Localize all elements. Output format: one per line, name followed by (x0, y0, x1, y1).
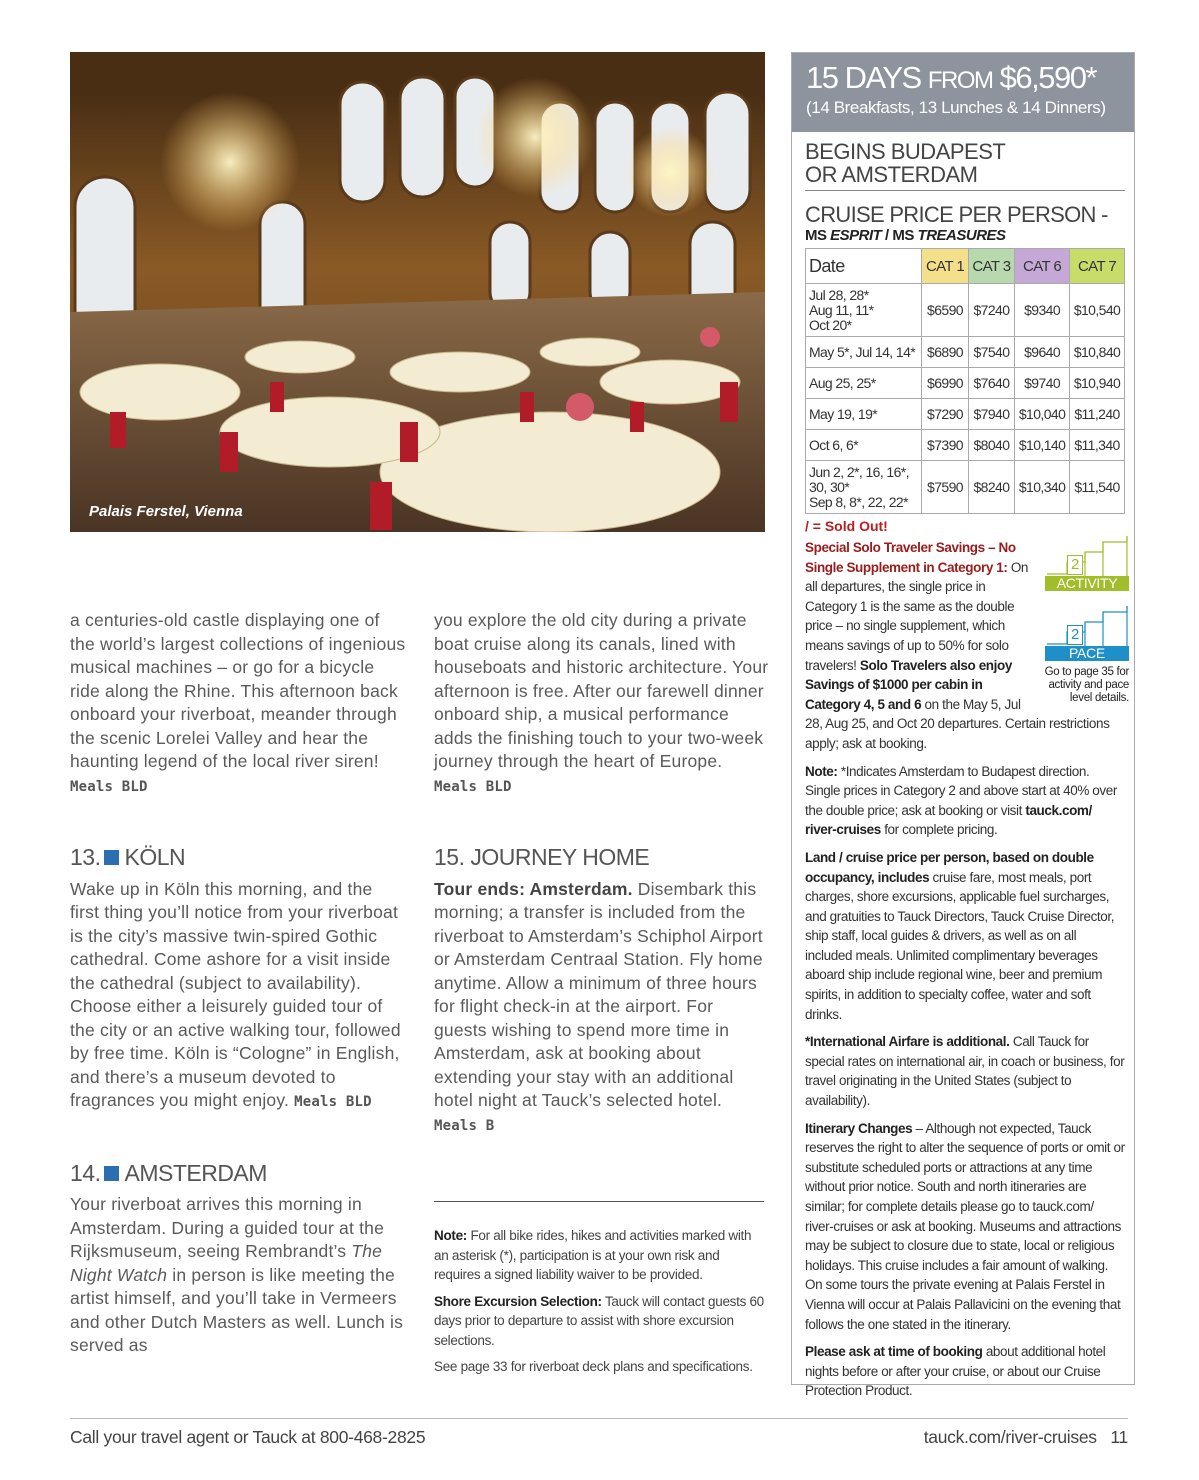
footer-site (924, 1427, 1128, 1448)
itinerary-changes-note (805, 1119, 1125, 1335)
departure-date: Oct 20* (809, 316, 852, 333)
price-cell: $10,040 (1015, 399, 1070, 430)
blue-square-icon (104, 1166, 119, 1181)
inclusions-text: cruise fare, most meals, port charges, shore excursions, applicable fuel surcharges, and gratuities to Tauck Directors, Tauck Cruise Director, ship staff, local guides & drivers, as well as on all included meals. Unlimited complimentary beverages aboard ship include regional wine, beer and premium spirits, in addition to specialty coffee, water and soft drinks. (805, 869, 1115, 1022)
airfare-note (805, 1032, 1125, 1110)
shore-text: Tauck will contact guests 60 days prior to departure to assist with shore excursion selections. (434, 1293, 764, 1348)
price-cell: $7640 (968, 368, 1014, 399)
departure-date: Jul 28, 28* (809, 286, 869, 303)
cruise-price-heading: CRUISE PRICE PER PERSON - (805, 202, 1108, 227)
itinerary-column-left (70, 609, 406, 1358)
price-cell: $9640 (1015, 337, 1070, 368)
day14-title: AMSTERDAM (124, 1159, 267, 1186)
shore-excursion-note (434, 1292, 764, 1351)
price-cell: $6590 (922, 284, 968, 337)
price-banner (792, 53, 1134, 132)
ship-name-2: TREASURES (917, 227, 1006, 244)
departure-date: Aug 11, 11* (809, 301, 874, 318)
day14-body-a: Your riverboat arrives this morning in Amsterdam. During a guided tour at the Rijksmuseum, seeing Rembrandt’s (70, 1194, 385, 1261)
price-cell: $7540 (968, 337, 1014, 368)
pace-level-number: 2 (1067, 625, 1083, 645)
solo-heading: Special Solo Traveler Savings – No Single Supplement in Category 1: (805, 540, 1016, 575)
price-cell: $8240 (968, 461, 1014, 514)
departure-dates (806, 399, 922, 430)
day15-number: 15. (434, 844, 465, 870)
day14-heading (70, 1159, 406, 1186)
price-row (806, 430, 1125, 461)
note-label: Note: (805, 763, 838, 779)
shore-label: Shore Excursion Selection: (434, 1293, 602, 1309)
solo-bold: Solo Travelers also enjoy Savings of $1000 per cabin in Category 4, 5 and 6 (805, 657, 1012, 712)
ballroom-photo (70, 52, 765, 532)
pace-label: PACE (1045, 646, 1129, 661)
day14-text (70, 1193, 406, 1358)
price-cell: $7390 (922, 430, 968, 461)
departure-date: Oct 6, 6* (809, 436, 859, 453)
day15-text (434, 878, 770, 1139)
solo-tail: on the May 5, Jul 28, Aug 25, and Oct 20 departures. Certain restrictions apply; ask at booking. (805, 696, 1110, 751)
ballroom-illustration (70, 52, 765, 532)
price-row (806, 461, 1125, 514)
pricing-sidebar (791, 52, 1135, 1399)
price-cell: $7290 (922, 399, 968, 430)
day15-title: JOURNEY HOME (470, 844, 650, 870)
col-cat7: CAT 7 (1070, 249, 1125, 284)
itinerary-changes-heading: Itinerary Changes (805, 1120, 913, 1136)
day13-title: KÖLN (124, 844, 186, 870)
level-indicators (1037, 534, 1129, 705)
footer-rule (70, 1418, 1128, 1419)
ship-names (805, 227, 1125, 244)
day14-continued-body: you explore the old city during a private boat cruise along its canals, lined with houseboats and historic architecture. Your afternoon is free. After our farewell dinner onboard ship, a musical performance adds the finishing touch to your two-week journey through the heart of Europe. (434, 610, 769, 771)
ship-name-1: ESPRIT (830, 227, 882, 244)
day12-continued-text (70, 609, 406, 799)
booking-heading: Please ask at time of booking (805, 1344, 983, 1360)
begins-location (805, 132, 1125, 191)
col-cat3: CAT 3 (968, 249, 1014, 284)
price-cell: $7940 (968, 399, 1014, 430)
begins-line-2: OR AMSTERDAM (805, 162, 978, 187)
day13-text (70, 878, 406, 1115)
direction-note (805, 762, 1125, 840)
meals-summary: (14 Breakfasts, 13 Lunches & 14 Dinners) (806, 98, 1106, 117)
price-cell: $9340 (1015, 284, 1070, 337)
ship-separator: / MS (881, 227, 918, 244)
departure-date: Sep 8, 8*, 22, 22* (809, 493, 908, 510)
airfare-text: Call Tauck for special rates on international air, in coach or business, for travel originating in the United States (subject to availability). (805, 1034, 1125, 1109)
meals-label: Meals B (434, 1117, 495, 1134)
begins-line-1: BEGINS BUDAPEST (805, 139, 1006, 164)
day14-continued-text (434, 609, 770, 799)
price-row (806, 337, 1125, 368)
activity-label: ACTIVITY (1045, 576, 1129, 591)
airfare-heading: *International Airfare is additional. (805, 1034, 1010, 1050)
footer-url[interactable]: tauck.com/river-cruises (923, 1427, 1097, 1447)
price-cell: $10,940 (1070, 368, 1125, 399)
pricing-link[interactable]: tauck.com/ river-cruises (805, 802, 1092, 838)
departure-dates (806, 284, 922, 337)
liability-note (434, 1226, 764, 1285)
deck-plan-note: See page 33 for riverboat deck plans and specifications. (434, 1359, 753, 1374)
meals-label: Meals BLD (294, 1094, 372, 1110)
photo-caption: Palais Ferstel, Vienna (89, 503, 243, 520)
sidebar-details (805, 538, 1129, 1401)
solo-text: On all departures, the single price in Category 1 is the same as the double price – no single supplement, which means savings of up to 50% for solo travelers! (805, 559, 1029, 673)
col-cat6: CAT 6 (1015, 249, 1070, 284)
day13-heading (70, 846, 406, 870)
artwork-title: The Night Watch (70, 1241, 383, 1285)
col-cat1: CAT 1 (922, 249, 968, 284)
departure-dates (806, 430, 922, 461)
levels-note: Go to page 35 for activity and pace level details. (1044, 666, 1129, 704)
note-tail: for complete pricing. (880, 822, 998, 838)
starting-price: $6,590* (999, 60, 1097, 95)
departure-date: Aug 25, 25* (809, 374, 876, 391)
itinerary-changes-text: – Although not expected, Tauck reserves the right to alter the sequence of ports or omit or substitute scheduled ports or attractions at any time without prior notice. South and north itineraries are similar; for complete details please go to tauck.com/ river-cruises or ask at booking. Museums and attractions may be subject to closure due to state, local or religious holidays. This cruise includes a fair amount of walking. On some tours the private evening at Palais Ferstel in Vienna will occur at Palais Pallavicini on the evening that follows the one stated in the itinerary. (805, 1120, 1125, 1332)
inclusions-heading: Land / cruise price per person, based on double occupancy, includes (805, 849, 1094, 885)
departure-date: May 5*, Jul 14, 14* (809, 343, 916, 360)
day15-body: Disembark this morning; a transfer is included from the riverboat to Amsterdam’s Schiphol Airport or Amsterdam Centraal Station. Fly home anytime. Allow a minimum of three hours for flight check-in at the airport. For guests wishing to spend more time in Amsterdam, ask at booking about extending your stay with an additional hotel night at Tauck’s selected hotel. (434, 878, 763, 1110)
notes-divider (434, 1201, 764, 1202)
ship-prefix: MS (805, 227, 831, 244)
meals-label: Meals BLD (70, 778, 148, 795)
departure-date: 30, 30* (809, 478, 850, 495)
price-row (806, 368, 1125, 399)
blue-square-icon (104, 850, 119, 865)
departure-dates (806, 368, 922, 399)
price-cell: $10,140 (1015, 430, 1070, 461)
departure-dates (806, 461, 922, 514)
day15-heading (434, 846, 770, 870)
price-cell: $7590 (922, 461, 968, 514)
price-cell: $6990 (922, 368, 968, 399)
departure-dates (806, 337, 922, 368)
price-cell: $7240 (968, 284, 1014, 337)
price-row (806, 284, 1125, 337)
price-cell: $10,540 (1070, 284, 1125, 337)
price-cell: $10,340 (1015, 461, 1070, 514)
price-cell: $8040 (968, 430, 1014, 461)
sold-out-legend: / = Sold Out! (805, 518, 888, 534)
price-cell: $6890 (922, 337, 968, 368)
day12-body: a centuries-old castle displaying one of the world’s largest collections of ingenious musical machines – or go for a bicycle ride along the Rhine. This afternoon back onboard your riverboat, meander through the scenic Lorelei Valley and hear the haunting legend of the local river siren! (70, 610, 406, 771)
price-cell: $11,540 (1070, 461, 1125, 514)
note-label: Note: (434, 1228, 467, 1243)
col-date: Date (806, 249, 922, 284)
from-label: FROM (927, 67, 993, 94)
price-cell: $11,240 (1070, 399, 1125, 430)
departure-date: Jun 2, 2*, 16, 16*, (809, 463, 909, 480)
price-cell: $9740 (1015, 368, 1070, 399)
note-text: *Indicates Amsterdam to Budapest direction. Single prices in Category 2 and above start at 40% over the double price; ask at booking or visit (805, 763, 1117, 818)
activity-level-icon (1045, 534, 1129, 591)
pace-level-icon (1045, 604, 1129, 661)
meals-label: Meals BLD (434, 778, 512, 795)
trip-notes (434, 1226, 764, 1384)
booking-text: about additional hotel nights before or after your cruise, or about our Cruise Protection Product. (805, 1344, 1106, 1399)
day14-body-b: in person is like meeting the artist himself, and you’ll take in Vermeers and other Dutch Masters as well. Lunch is served as (70, 1264, 404, 1355)
price-table-header (806, 249, 1125, 284)
tour-ends-label: Tour ends: Amsterdam. (434, 878, 633, 899)
price-cell: $11,340 (1070, 430, 1125, 461)
trip-days: 15 DAYS (806, 60, 921, 95)
itinerary-column-right (434, 609, 770, 1138)
price-row (806, 399, 1125, 430)
footer-contact: Call your travel agent or Tauck at 800-468-2825 (70, 1427, 426, 1447)
trip-length-price (806, 61, 1120, 98)
day13-body: Wake up in Köln this morning, and the first thing you’ll notice from your riverboat is the city’s massive twin-spired Gothic cathedral. Come ashore for a visit inside the cathedral (subject to availability). Choose either a leisurely guided tour of the city or an active walking tour, followed by free time. Köln is “Cologne” in English, and there’s a museum devoted to fragrances you might enjoy. (70, 878, 401, 1110)
price-table (805, 248, 1125, 514)
price-cell: $10,840 (1070, 337, 1125, 368)
page-number: 11 (1110, 1427, 1128, 1447)
note-text: For all bike rides, hikes and activities marked with an asterisk (*), participation is at your own risk and requires a signed liability waiver to be provided. (434, 1228, 752, 1282)
departure-date: May 19, 19* (809, 405, 878, 422)
activity-level-number: 2 (1067, 555, 1083, 575)
day14-number: 14. (70, 1159, 101, 1186)
booking-note (805, 1342, 1125, 1401)
day13-number: 13. (70, 844, 101, 870)
inclusions-note (805, 848, 1125, 1024)
